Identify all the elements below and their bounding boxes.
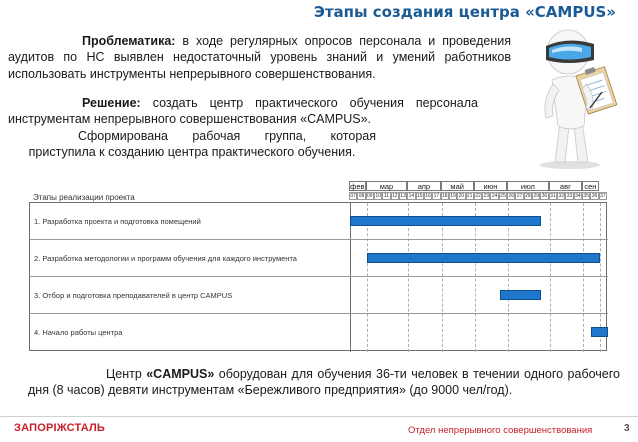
gantt-week-07: 07	[350, 193, 356, 199]
gantt-month-3: май	[441, 181, 474, 191]
company-logo: ЗАПОРІЖСТАЛЬ	[14, 422, 106, 434]
gantt-week-15: 15	[416, 193, 423, 199]
summary-text-2: оборудован для обучения 36-ти человек в течении одного рабочего дня (8 часов) девяти инструментам «Бережливого предприятия» (до 9000 чел/год).	[28, 367, 620, 398]
gantt-header-label: Этапы реализации проекта	[33, 193, 135, 202]
solution-label: Решение:	[82, 96, 141, 110]
gantt-chart	[29, 181, 607, 351]
slide-title: Этапы создания центра «CAMPUS»	[313, 3, 616, 21]
gantt-months-row	[349, 181, 607, 191]
gantt-task-bar	[350, 216, 541, 226]
gantt-week-37: 37	[600, 193, 606, 199]
gantt-week-33: 33	[566, 193, 573, 199]
gantt-week-19: 19	[450, 193, 456, 199]
gantt-task-label: 4. Начало работы центра	[34, 328, 123, 337]
gantt-week-28: 28	[525, 193, 531, 199]
gantt-month-1: мар	[366, 181, 408, 191]
solution-text: создать центр практического обучения персонала инструментам непрерывного совершенствования «CAMPUS».	[8, 96, 478, 127]
gantt-week-08: 08	[358, 193, 365, 199]
gantt-task-label: 3. Отбор и подготовка преподавателей в центр CAMPUS	[34, 291, 233, 300]
gantt-row	[30, 203, 608, 240]
gantt-task-label: 1. Разработка проекта и подготовка помещений	[34, 217, 201, 226]
gantt-week-26: 26	[508, 193, 515, 199]
gantt-week-21: 21	[466, 193, 473, 199]
gantt-row	[30, 240, 608, 277]
problem-paragraph	[8, 33, 511, 82]
gantt-week-14: 14	[408, 193, 415, 199]
gantt-week-13: 13	[400, 193, 406, 199]
gantt-week-20: 20	[458, 193, 465, 199]
gantt-row	[30, 314, 608, 351]
footer-department: Отдел непрерывного совершенствования	[408, 425, 593, 436]
gantt-week-25: 25	[500, 193, 506, 199]
gantt-month-0: фев	[350, 182, 365, 191]
gantt-week-10: 10	[375, 193, 381, 199]
gantt-month-7: сен	[582, 181, 599, 191]
gantt-month-5: июл	[507, 181, 549, 191]
gantt-week-09: 09	[367, 193, 373, 199]
gantt-week-29: 29	[533, 193, 540, 199]
gantt-task-label: 2. Разработка методологии и программ обучения для каждого инструмента	[34, 254, 297, 263]
gantt-task-bar	[591, 327, 608, 337]
solution-paragraph	[8, 95, 478, 128]
problem-text: в ходе регулярных опросов персонала и проведения аудитов по НС выявлен недостаточный уровень знаний и умений работников использовать инструменты непрерывного совершенствования.	[8, 34, 511, 81]
gantt-week-22: 22	[475, 193, 481, 199]
gantt-week-36: 36	[591, 193, 598, 199]
workgroup-line-2: приступила к созданию центра практического обучения.	[28, 145, 356, 160]
gantt-weeks-row	[349, 192, 607, 200]
gantt-week-11: 11	[383, 193, 390, 199]
figure-with-clipboard-icon	[522, 22, 622, 170]
gantt-week-30: 30	[541, 193, 548, 199]
gantt-month-6: авг	[549, 181, 582, 191]
workgroup-line-1: Сформирована рабочая группа, которая	[78, 129, 376, 143]
summary-campus: «CAMPUS»	[146, 367, 215, 381]
gantt-week-34: 34	[575, 193, 581, 199]
gantt-grid	[29, 202, 607, 351]
gantt-week-24: 24	[491, 193, 498, 199]
gantt-week-27: 27	[516, 193, 523, 199]
gantt-task-bar	[500, 290, 542, 300]
gantt-week-18: 18	[441, 193, 448, 199]
problem-label: Проблематика:	[82, 34, 176, 48]
gantt-week-12: 12	[391, 193, 398, 199]
gantt-week-17: 17	[433, 193, 440, 199]
workgroup-paragraph	[8, 128, 376, 161]
campus-summary-paragraph	[28, 366, 620, 399]
gantt-week-16: 16	[425, 193, 431, 199]
gantt-task-bar	[367, 253, 600, 263]
gantt-row	[30, 277, 608, 314]
gantt-month-2: апр	[407, 181, 440, 191]
summary-text-1: Центр	[106, 367, 147, 381]
gantt-month-4: июн	[474, 181, 507, 191]
gantt-week-35: 35	[583, 193, 589, 199]
gantt-week-23: 23	[483, 193, 490, 199]
gantt-week-31: 31	[550, 193, 556, 199]
page-number: 3	[624, 423, 630, 434]
gantt-week-32: 32	[558, 193, 564, 199]
footer-divider	[0, 416, 638, 417]
